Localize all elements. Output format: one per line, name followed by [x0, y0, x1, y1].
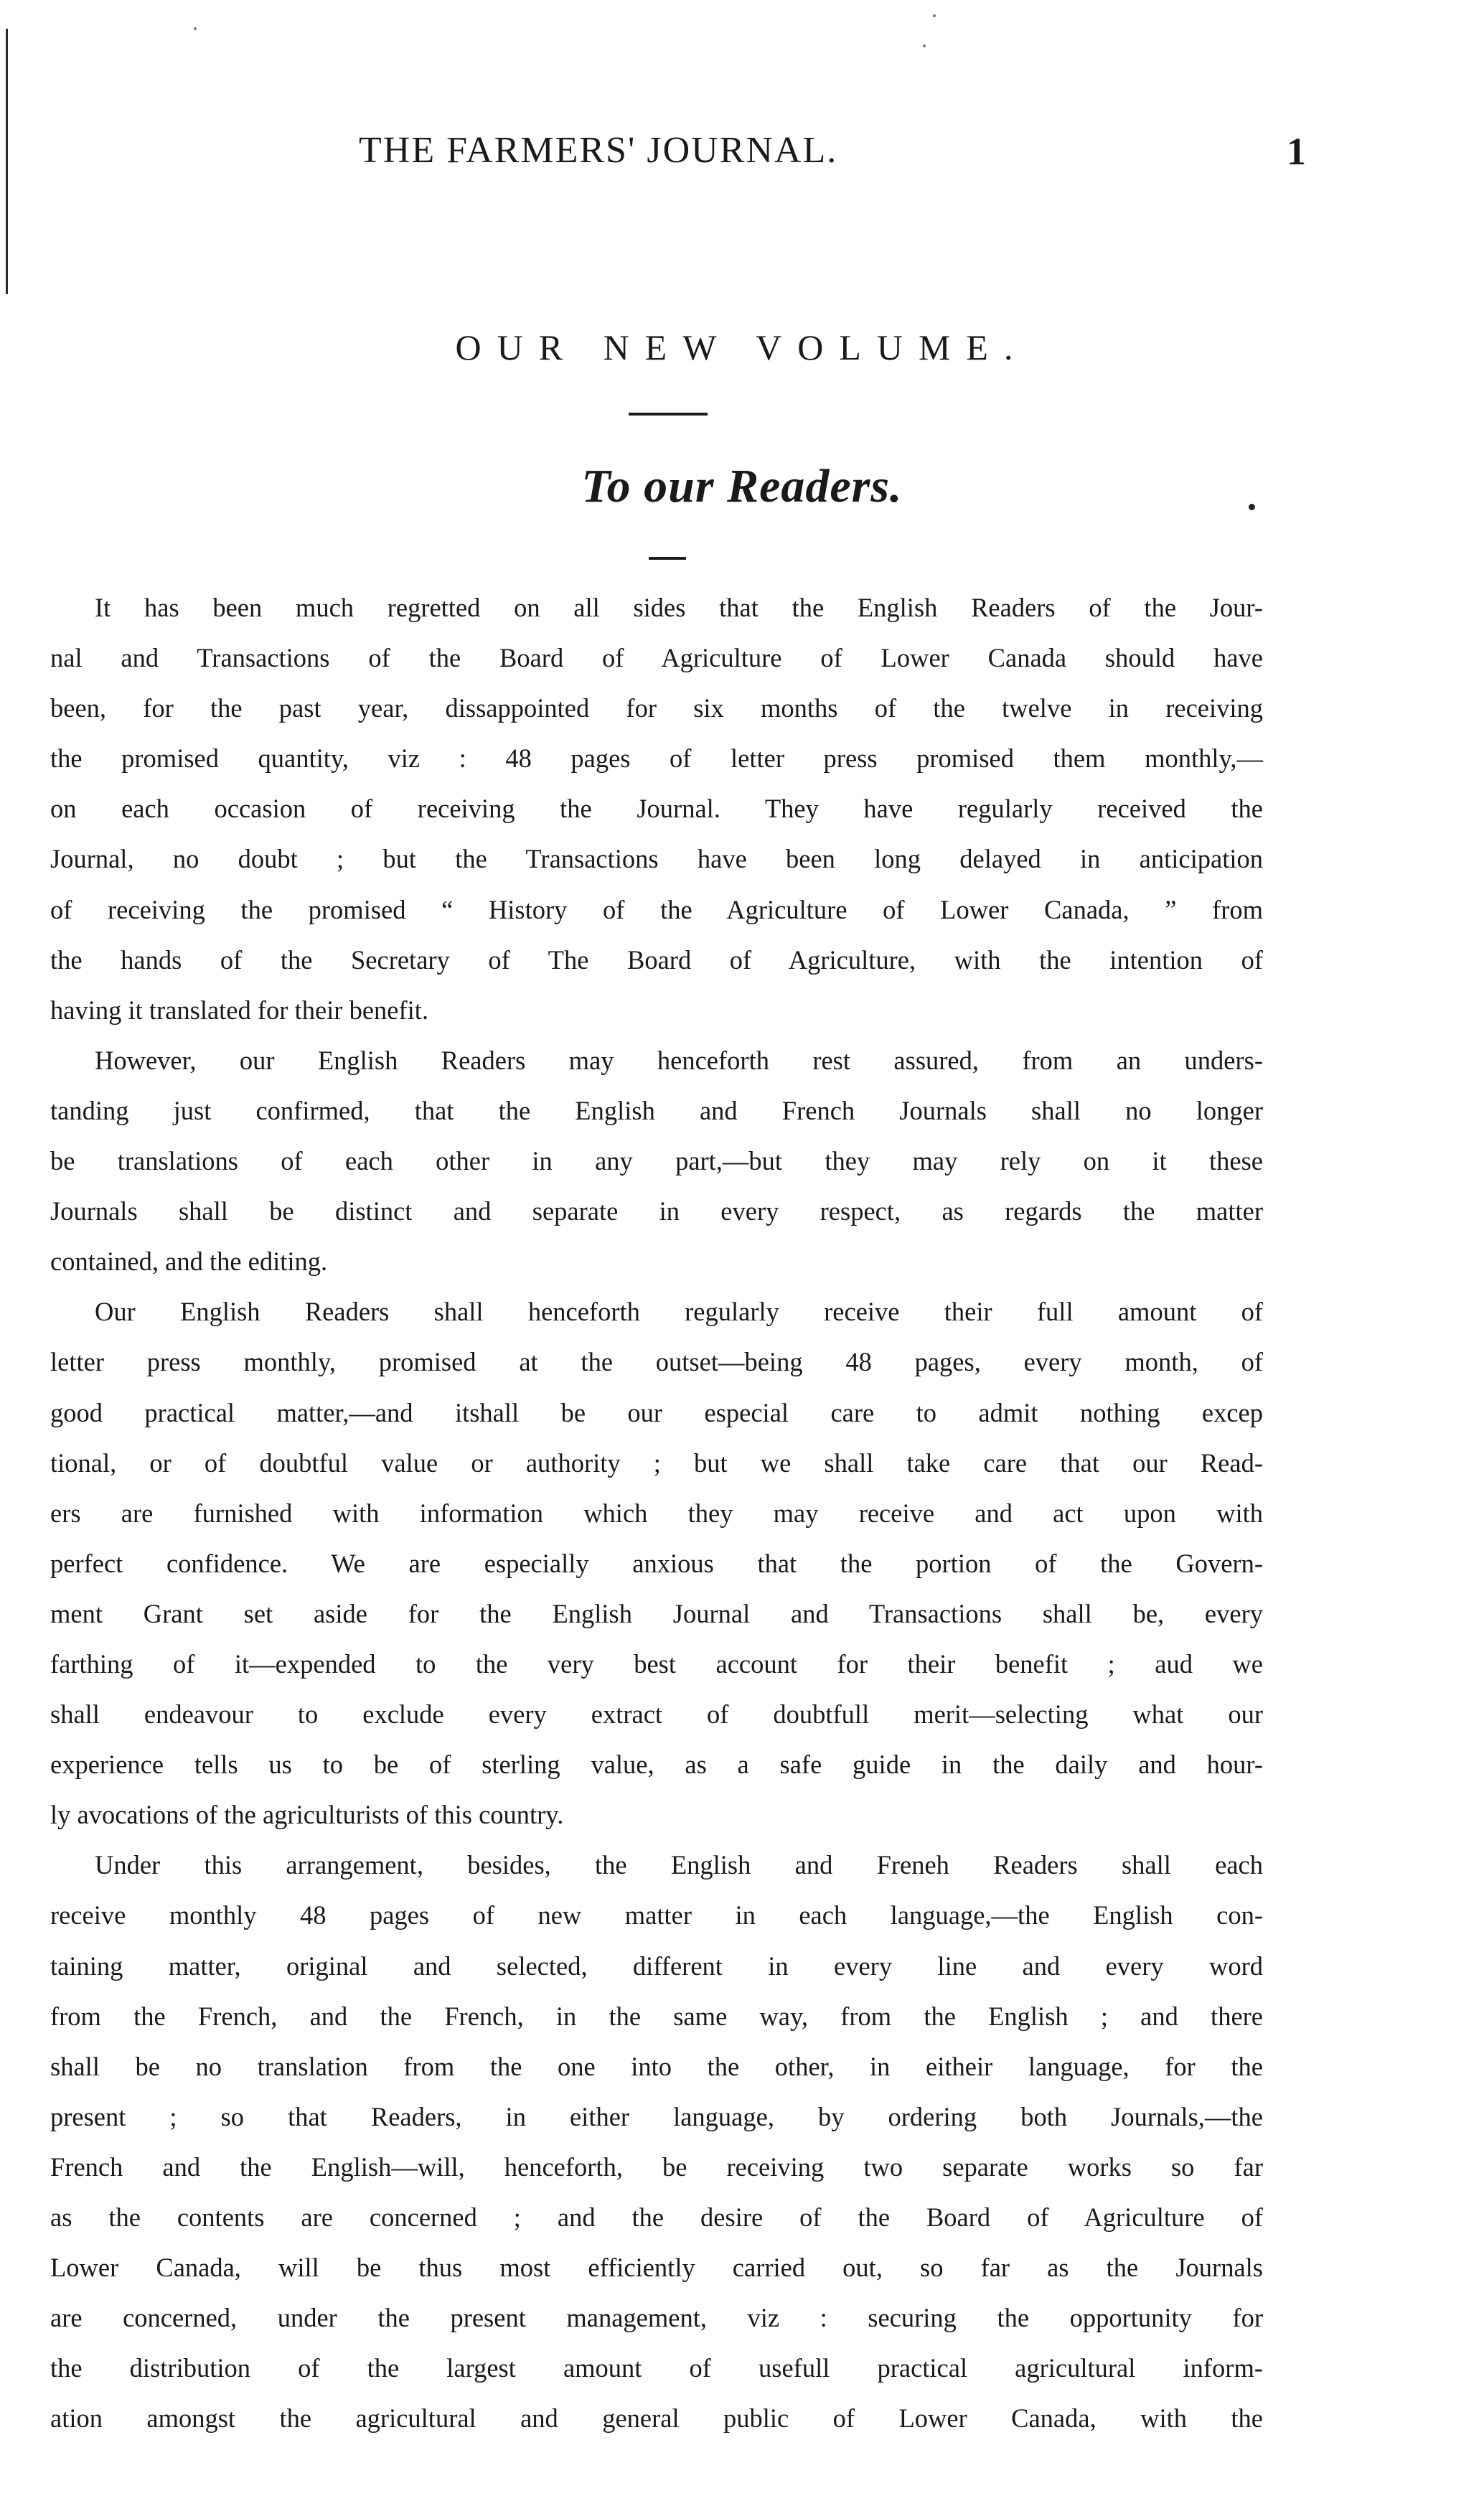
text-line: tanding just confirmed, that the English and French Journals shall no longer: [50, 1095, 1263, 1125]
text-line: been, for the past year, dissappointed for six months of the twelve in receiving: [50, 693, 1263, 723]
text-line: taining matter, original and selected, different in every line and every word: [50, 1951, 1263, 1981]
paper-speck: [933, 14, 936, 17]
text-line: Lower Canada, will be thus most efficiently carried out, so far as the Journals: [50, 2253, 1263, 2283]
text-line: contained, and the editing.: [50, 1247, 328, 1277]
text-line: of receiving the promised “ History of the Agriculture of Lower Canada, ” from: [50, 894, 1263, 924]
text-line: on each occasion of receiving the Journal. They have regularly received the: [50, 794, 1263, 824]
text-line: Journal, no doubt ; but the Transactions have been long delayed in anticipation: [50, 844, 1263, 874]
text-line: having it translated for their benefit.: [50, 995, 429, 1025]
text-line: present ; so that Readers, in either language, by ordering both Journals,—the: [50, 2101, 1263, 2131]
text-line: ation amongst the agricultural and general public of Lower Canada, with the: [50, 2403, 1263, 2434]
text-line: perfect confidence. We are especially anxious that the portion of the Govern-: [50, 1548, 1263, 1578]
text-line: Journals shall be distinct and separate in every respect, as regards the matter: [50, 1196, 1263, 1226]
text-line: shall be no translation from the one into the other, in eitheir language, for the: [50, 2051, 1263, 2081]
text-line: the promised quantity, viz : 48 pages of letter press promised them monthly,—: [50, 743, 1263, 774]
paper-speck: [923, 44, 926, 47]
page-header: [359, 129, 1306, 194]
article-body: [50, 583, 1263, 2444]
text-line: be translations of each other in any part,—but they may rely on it these: [50, 1146, 1263, 1176]
text-line: the distribution of the largest amount of usefull practical agricultural inform-: [50, 2353, 1263, 2383]
text-line: It has been much regretted on all sides that the English Readers of the Jour-: [95, 593, 1263, 622]
text-line: receive monthly 48 pages of new matter in each language,—the English con-: [50, 1900, 1263, 1930]
text-line: shall endeavour to exclude every extract of doubtfull merit—selecting what our: [50, 1699, 1263, 1730]
section-title: OUR NEW VOLUME.: [455, 327, 1029, 367]
subtitle-divider-rule: [649, 557, 686, 560]
text-line: ment Grant set aside for the English Journal and Transactions shall be, every: [50, 1598, 1263, 1628]
running-title: THE FARMERS' JOURNAL.: [359, 130, 838, 171]
text-line: However, our English Readers may henceforth rest assured, from an unders-: [95, 1045, 1263, 1075]
text-line: French and the English—will, henceforth, be receiving two separate works so far: [50, 2151, 1263, 2182]
text-line: nal and Transactions of the Board of Agriculture of Lower Canada should have: [50, 643, 1263, 673]
paper-speck: [194, 27, 197, 30]
text-line: Our English Readers shall henceforth regularly receive their full amount of: [95, 1297, 1263, 1327]
stray-ink-dot: [1249, 504, 1255, 510]
title-divider-rule: [629, 413, 708, 416]
text-line: farthing of it—expended to the very best account for their benefit ; aud we: [50, 1648, 1263, 1679]
text-line: the hands of the Secretary of The Board of Agriculture, with the intention of: [50, 944, 1263, 975]
text-line: from the French, and the French, in the same way, from the English ; and there: [50, 2001, 1263, 2031]
left-margin-rule: [6, 29, 8, 294]
text-line: good practical matter,—and itshall be our especial care to admit nothing excep: [50, 1397, 1263, 1427]
text-line: letter press monthly, promised at the outset—being 48 pages, every month, of: [50, 1347, 1263, 1377]
subtitle: To our Readers.: [581, 460, 903, 512]
text-line: ers are furnished with information which they may receive and act upon with: [50, 1498, 1263, 1528]
text-line: experience tells us to be of sterling value, as a safe guide in the daily and hour-: [50, 1750, 1263, 1780]
text-line: ly avocations of the agriculturists of this country.: [50, 1800, 564, 1830]
text-line: as the contents are concerned ; and the desire of the Board of Agriculture of: [50, 2202, 1263, 2232]
text-line: tional, or of doubtful value or authority ; but we shall take care that our Read-: [50, 1447, 1263, 1478]
page-number: 1: [1287, 130, 1306, 173]
text-line: are concerned, under the present management, viz : securing the opportunity for: [50, 2303, 1263, 2333]
text-line: Under this arrangement, besides, the English and Freneh Readers shall each: [95, 1850, 1263, 1880]
